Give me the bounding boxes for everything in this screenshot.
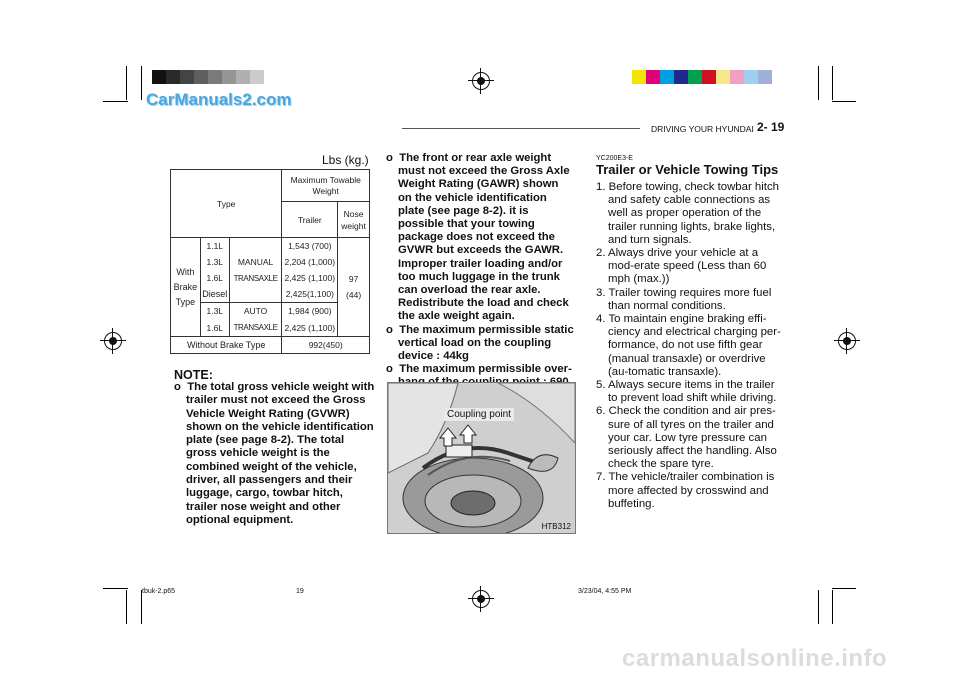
engine-cell: 1.1L — [200, 238, 229, 255]
note-block: o The total gross vehicle weight with trailer must not exceed the Gross Vehicle Weight Rating (GVWR) shown on the vehicle identification plate (see page 8-2). The total gross vehicle weight is the combined weight of the vehicle, driver, all passengers and their luggage, cargo, towbar hitch, trailer nose weight and other optional equipment. — [174, 381, 375, 526]
engine-cell: Diesel — [200, 286, 229, 303]
middle-column — [386, 152, 574, 403]
unit-label: Lbs (kg.) — [322, 153, 369, 167]
trailer-value: 2,425(1,100) — [282, 286, 338, 303]
gray-swatch — [166, 70, 180, 84]
color-swatch — [744, 70, 758, 84]
engine-cell: 1.3L — [200, 303, 229, 320]
coupling-illustration — [387, 382, 576, 534]
tip-item: 5. Always secure items in the trailer to prevent load shift while driving. — [596, 379, 777, 405]
footer-page: 19 — [296, 588, 304, 595]
gray-swatch — [208, 70, 222, 84]
auto-transaxle: TRANSAXLE — [233, 323, 278, 332]
footer-site[interactable]: carmanualsonline.info — [622, 645, 888, 672]
nose-value-kg: (44) — [346, 290, 362, 300]
header-trailer: Trailer — [282, 202, 338, 238]
gray-swatch — [236, 70, 250, 84]
color-swatch — [688, 70, 702, 84]
tip-item: 1. Before towing, check towbar hitch and safety cable connections as well as proper operation of the trailer running lights, brake lights, and turn signals. — [596, 181, 779, 246]
color-swatch — [674, 70, 688, 84]
color-swatch — [730, 70, 744, 84]
gray-swatch — [250, 70, 264, 84]
color-swatch — [716, 70, 730, 84]
registration-mark-icon — [838, 332, 856, 350]
tip-item: 3. Trailer towing requires more fuel than normal conditions. — [596, 286, 772, 312]
tip-item: 4. To maintain engine braking effi-ciency and electrical charging per-formance, do not use fifth gear (manual transaxle) or overdrive (au-tomatic transaxle). — [596, 313, 781, 378]
without-brake-label: Without Brake Type — [171, 337, 282, 354]
engine-cell: 1.6L — [200, 270, 229, 286]
gray-swatch — [222, 70, 236, 84]
trailer-value: 1,543 (700) — [282, 238, 338, 255]
overhang-text: The maximum permissible over- — [399, 363, 572, 376]
towing-capacity-table — [170, 169, 370, 354]
note-title: NOTE: — [174, 368, 213, 382]
axle-weight-text: The front or rear axle weight must not exceed the Gross Axle Weight Rating (GAWR) shown on the vehicle identification plate (see page 8-2). it is possible that your towing package does not exceed the GVWR but exceeds the GAWR. Improper trailer loading and/or too much luggage in the trunk can overload the rear axle. Redistribute the load and check the axle weight again. — [398, 152, 570, 323]
with-brake-1: With — [176, 266, 195, 277]
header-type: Type — [171, 170, 282, 238]
color-swatch — [702, 70, 716, 84]
engine-cell: 1.3L — [200, 254, 229, 270]
manual-label: MANUAL — [237, 256, 274, 267]
image-code: HTB312 — [541, 522, 571, 531]
header-nose-2: weight — [341, 220, 366, 231]
page-number: 2- 19 — [757, 120, 785, 134]
footer-file: tbuk-2.p65 — [142, 588, 176, 595]
trailer-value: 1,984 (900) — [282, 303, 338, 320]
vertical-load-text: The maximum permissible static vertical load on the coupling device : 44kg — [398, 323, 574, 363]
nose-value: 97 — [348, 274, 359, 284]
engine-cell: 1.6L — [200, 320, 229, 337]
color-calibration-bar — [632, 70, 772, 84]
header-max-towable: Maximum Towable — [290, 174, 361, 185]
overhang-item: o The maximum permissible over- — [386, 363, 574, 403]
color-swatch — [632, 70, 646, 84]
registration-mark-icon — [472, 590, 490, 608]
header-nose: Nose — [343, 208, 364, 219]
color-swatch — [758, 70, 772, 84]
section-heading: Trailer or Vehicle Towing Tips — [596, 162, 779, 177]
axle-weight-item: o The front or rear axle weight must not exceed the Gross Axle Weight Rating (GAWR) shown on the vehicle identification plate (see page 8-2). it is possible that your towing package does not exceed the GVWR but exceeds the GAWR. Improper trailer loading and/or too much luggage in the trunk can overload the rear axle. Redistribute the load and check the axle weight again. — [386, 152, 570, 323]
color-swatch — [660, 70, 674, 84]
trailer-value: 2,204 (1,000) — [282, 254, 338, 270]
with-brake-3: Type — [175, 296, 196, 307]
coupling-point-label: Coupling point — [444, 408, 514, 421]
section-title: DRIVING YOUR HYUNDAI — [651, 124, 754, 134]
towing-tips-list — [596, 181, 784, 511]
tip-item: 7. The vehicle/trailer combination is more affected by crosswind and buffeting. — [596, 471, 775, 510]
section-code: YC200E3-E — [596, 155, 633, 162]
watermark[interactable]: CarManuals2.com — [146, 90, 292, 109]
auto-label: AUTO — [243, 306, 268, 316]
footer-date: 3/23/04, 4:55 PM — [578, 588, 632, 595]
vertical-load-item: o The maximum permissible static vertical load on the coupling device : 44kg — [386, 323, 574, 363]
tip-item: 2. Always drive your vehicle at a mod-erate speed (Less than 60 mph (max.)) — [596, 247, 767, 286]
gray-swatch — [180, 70, 194, 84]
tip-item: 6. Check the condition and air pres-sure of all tyres on the trailer and your car. Low tyre pressure can seriously affect the handling. Also check the spare tyre. — [596, 405, 777, 471]
registration-mark-icon — [104, 332, 122, 350]
trailer-value: 2,425 (1,100) — [282, 270, 338, 286]
note-text: The total gross vehicle weight with trailer must not exceed the Gross Vehicle Weight Rating (GVWR) shown on the vehicle identification plate (see page 8-2). The total gross vehicle weight is the combined weight of the vehicle, driver, all passengers and their luggage, cargo, towbar hitch, trailer nose weight and other optional equipment. — [186, 381, 375, 526]
registration-mark-icon — [472, 72, 490, 90]
manual-transaxle: TRANSAXLE — [233, 273, 278, 283]
trailer-value: 2,425 (1,100) — [282, 320, 338, 337]
gray-swatch — [152, 70, 166, 84]
with-brake-2: Brake — [173, 281, 198, 292]
coupling-drawing — [388, 383, 575, 533]
without-brake-value: 992(450) — [282, 337, 370, 354]
gray-swatch — [194, 70, 208, 84]
header-rule — [402, 128, 640, 129]
header-max-towable-2: Weight — [312, 185, 339, 196]
gray-calibration-bar — [152, 70, 264, 84]
color-swatch — [646, 70, 660, 84]
